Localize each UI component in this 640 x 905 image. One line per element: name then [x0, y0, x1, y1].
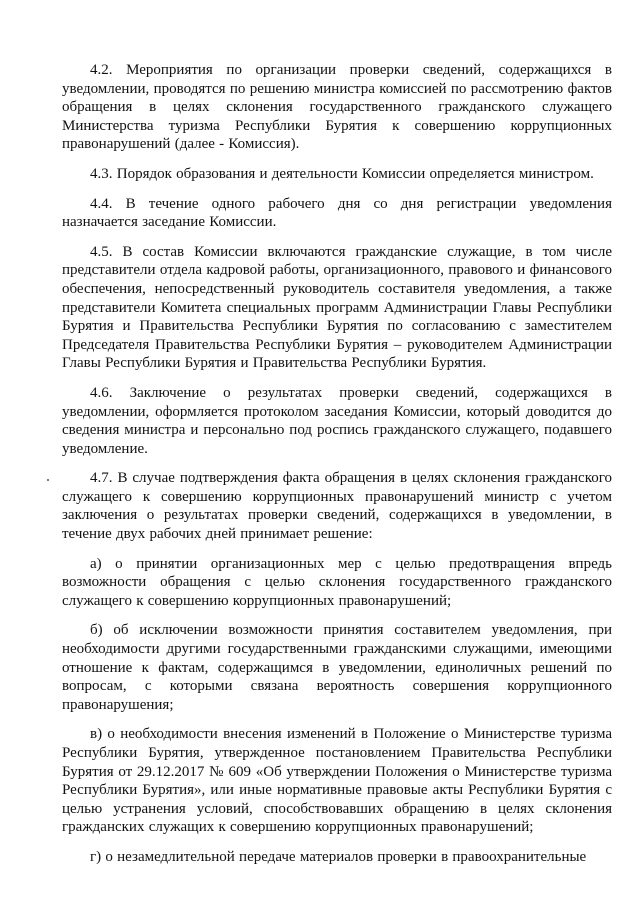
paragraph-4-5: 4.5. В состав Комиссии включаются гражданские служащие, в том числе представители отдела кадровой работы, организационного, правового и финансового обеспечения, непосредственный руководитель составителя уведомления, а также представители Комитета специальных программ Администрации Главы Республики Бурятия и Правительства Республики Бурятия по согласованию с заместителем Председателя Правительства Республики Бурятия – руководителем Администрации Главы Республики Бурятия и Правительства Республики Бурятия.	[62, 243, 612, 372]
paragraph-item-b: б) об исключении возможности принятия составителем уведомления, при необходимости другими государственными гражданскими служащими, имеющими отношение к фактам, содержащимся в уведомлении, единоличных решений по вопросам, с которыми связана вероятность совершения коррупционного правонарушения;	[62, 622, 612, 713]
paragraph-item-g: г) о незамедлительной передаче материалов проверки в правоохранительные	[90, 848, 587, 865]
scan-speck	[47, 479, 49, 481]
paragraph-4-6: 4.6. Заключение о результатах проверки сведений, содержащихся в уведомлении, оформляется протоколом заседания Комиссии, который доводится до сведения министра и персонально под роспись гражданского служащего, подавшего уведомление.	[62, 384, 612, 457]
paragraph-item-a: а) о принятии организационных мер с целью предотвращения впредь возможности обращения с целью склонения государственного гражданского служащего к совершению коррупционных правонарушений;	[62, 555, 612, 609]
paragraph-4-4: 4.4. В течение одного рабочего дня со дня регистрации уведомления назначается заседание Комиссии.	[62, 195, 612, 231]
paragraph-item-v: в) о необходимости внесения изменений в Положение о Министерстве туризма Республики Бурятия, утвержденное постановлением Правительства Республики Бурятия от 29.12.2017 № 609 «Об утверждении Положения о Министерстве туризма Республики Бурятия», или иные нормативные правовые акты Республики Бурятия с целью устранения условий, способствовавших обращению в целях склонения гражданских служащих к совершению коррупционных правонарушений;	[62, 726, 612, 836]
paragraph-4-7: 4.7. В случае подтверждения факта обращения в целях склонения гражданского служащего к совершению коррупционных правонарушений министр с учетом заключения о результатах проверки сведений, содержащихся в уведомлении, в течение двух рабочих дней принимает решение:	[62, 470, 612, 543]
paragraph-4-3: 4.3. Порядок образования и деятельности Комиссии определяется министром.	[90, 165, 594, 182]
paragraph-4-2: 4.2. Мероприятия по организации проверки сведений, содержащихся в уведомлении, проводятся по решению министра комиссией по рассмотрению фактов обращения в целях склонения государственного гражданского служащего Министерства туризма Республики Бурятия к совершению коррупционных правонарушений (далее - Комиссия).	[62, 62, 612, 153]
